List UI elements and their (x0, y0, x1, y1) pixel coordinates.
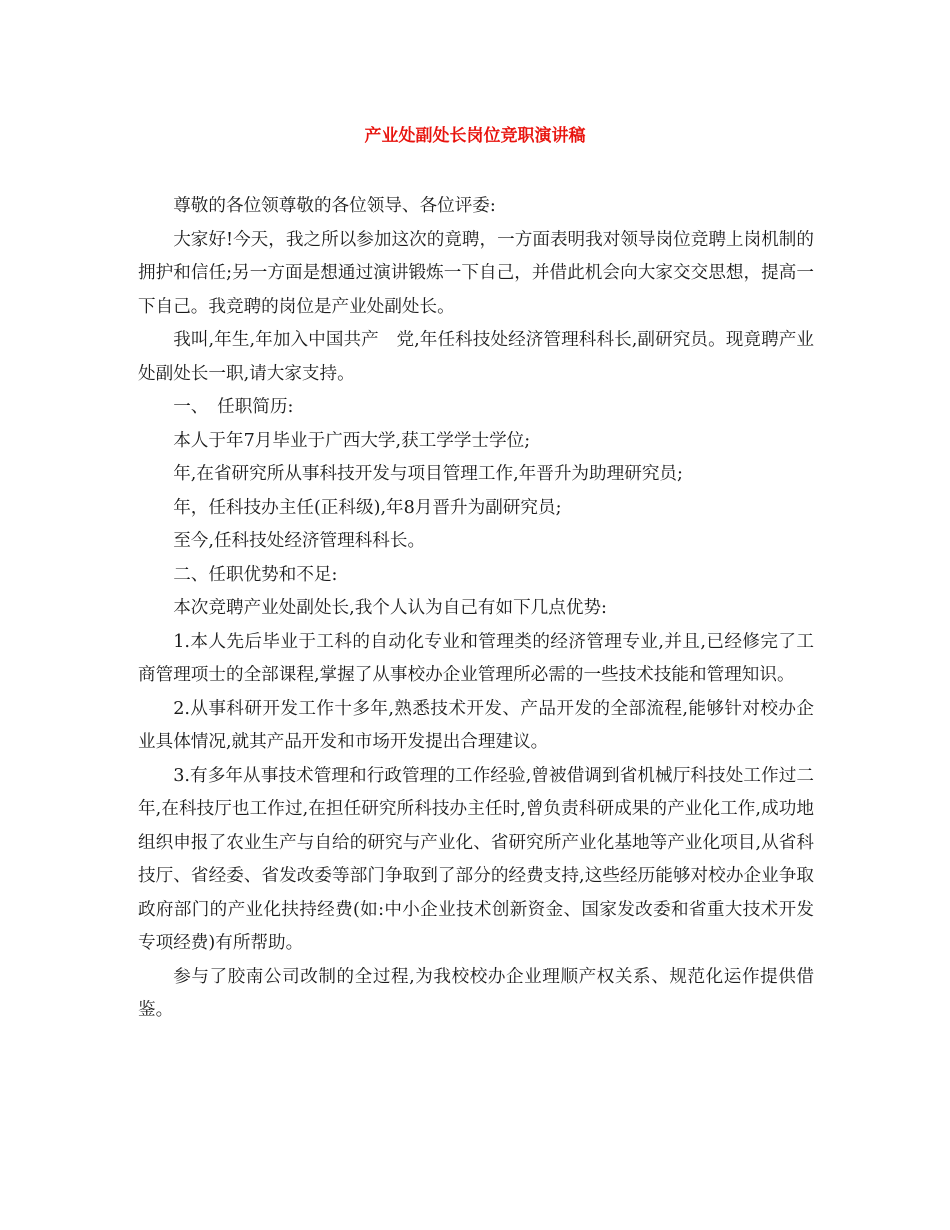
document-body (138, 190, 814, 1028)
paragraph-resume-item: 本人于年7月毕业于广西大学,获工学学士学位; (173, 430, 531, 451)
paragraph-strength-2: 2.从事科研开发工作十多年,熟悉技术开发、产品开发的全部流程,能够针对校办企业具体情况,就其产品开发和市场开发提出合理建议。 (138, 698, 814, 752)
paragraph-resume-item: 年，任科技办主任(正科级),年8月晋升为副研究员; (173, 497, 562, 518)
paragraph-strengths-intro: 本次竞聘产业处副处长,我个人认为自己有如下几点优势: (173, 598, 607, 618)
paragraph-strength-1: 1.本人先后毕业于工科的自动化专业和管理类的经济管理专业,并且,已经修完了工商管理项士的全部课程,掌握了从事校办企业管理所必需的一些技术技能和管理知识。 (138, 631, 814, 685)
paragraph-self-intro: 我叫,年生,年加入中国共产 党,年任科技处经济管理科科长,副研究员。现竟聘产业处副处长一职,请大家支持。 (138, 330, 814, 384)
paragraph-strength-4: 参与了胶南公司改制的全过程,为我校校办企业理顺产权关系、规范化运作提供借鉴。 (138, 966, 814, 1020)
section-heading-strengths: 二、任职优势和不足: (173, 564, 338, 585)
paragraph-salutation: 尊敬的各位领尊敬的各位领导、各位评委: (173, 196, 496, 216)
paragraph-strength-3: 3.有多年从事技术管理和行政管理的工作经验,曾被借调到省机械厅科技处工作过二年,在科技厅也工作过,在担任研究所科技办主任时,曾负责科研成果的产业化工作,成功地组织申报了农业生产与自给的研究与产业化、省研究所产业化基地等产业化项目,从省科技厅、省经委、省发改委等部门争取到了部分的经费支持,这些经历能够对校办企业争取政府部门的产业化扶持经费(如:中小企业技术创新资金、国家发改委和省重大技术开发专项经费)有所帮助。 (138, 765, 814, 953)
document-title: 产业处副处长岗位竞职演讲稿 (364, 126, 586, 146)
paragraph-resume-item: 年,在省研究所从事科技开发与项目管理工作,年晋升为助理研究员; (173, 464, 683, 484)
paragraph-resume-item: 至今,任科技处经济管理科科长。 (173, 531, 426, 551)
section-heading-resume: 一、 任职简历: (173, 397, 294, 417)
paragraph-greeting: 大家好!今天，我之所以参加这次的竟聘，一方面表明我对领导岗位竞聘上岗机制的拥护和信任;另一方面是想通过演讲锻炼一下自己，并借此机会向大家交交思想，提高一下自己。我竞聘的岗位是产业处副处长。 (138, 229, 814, 317)
